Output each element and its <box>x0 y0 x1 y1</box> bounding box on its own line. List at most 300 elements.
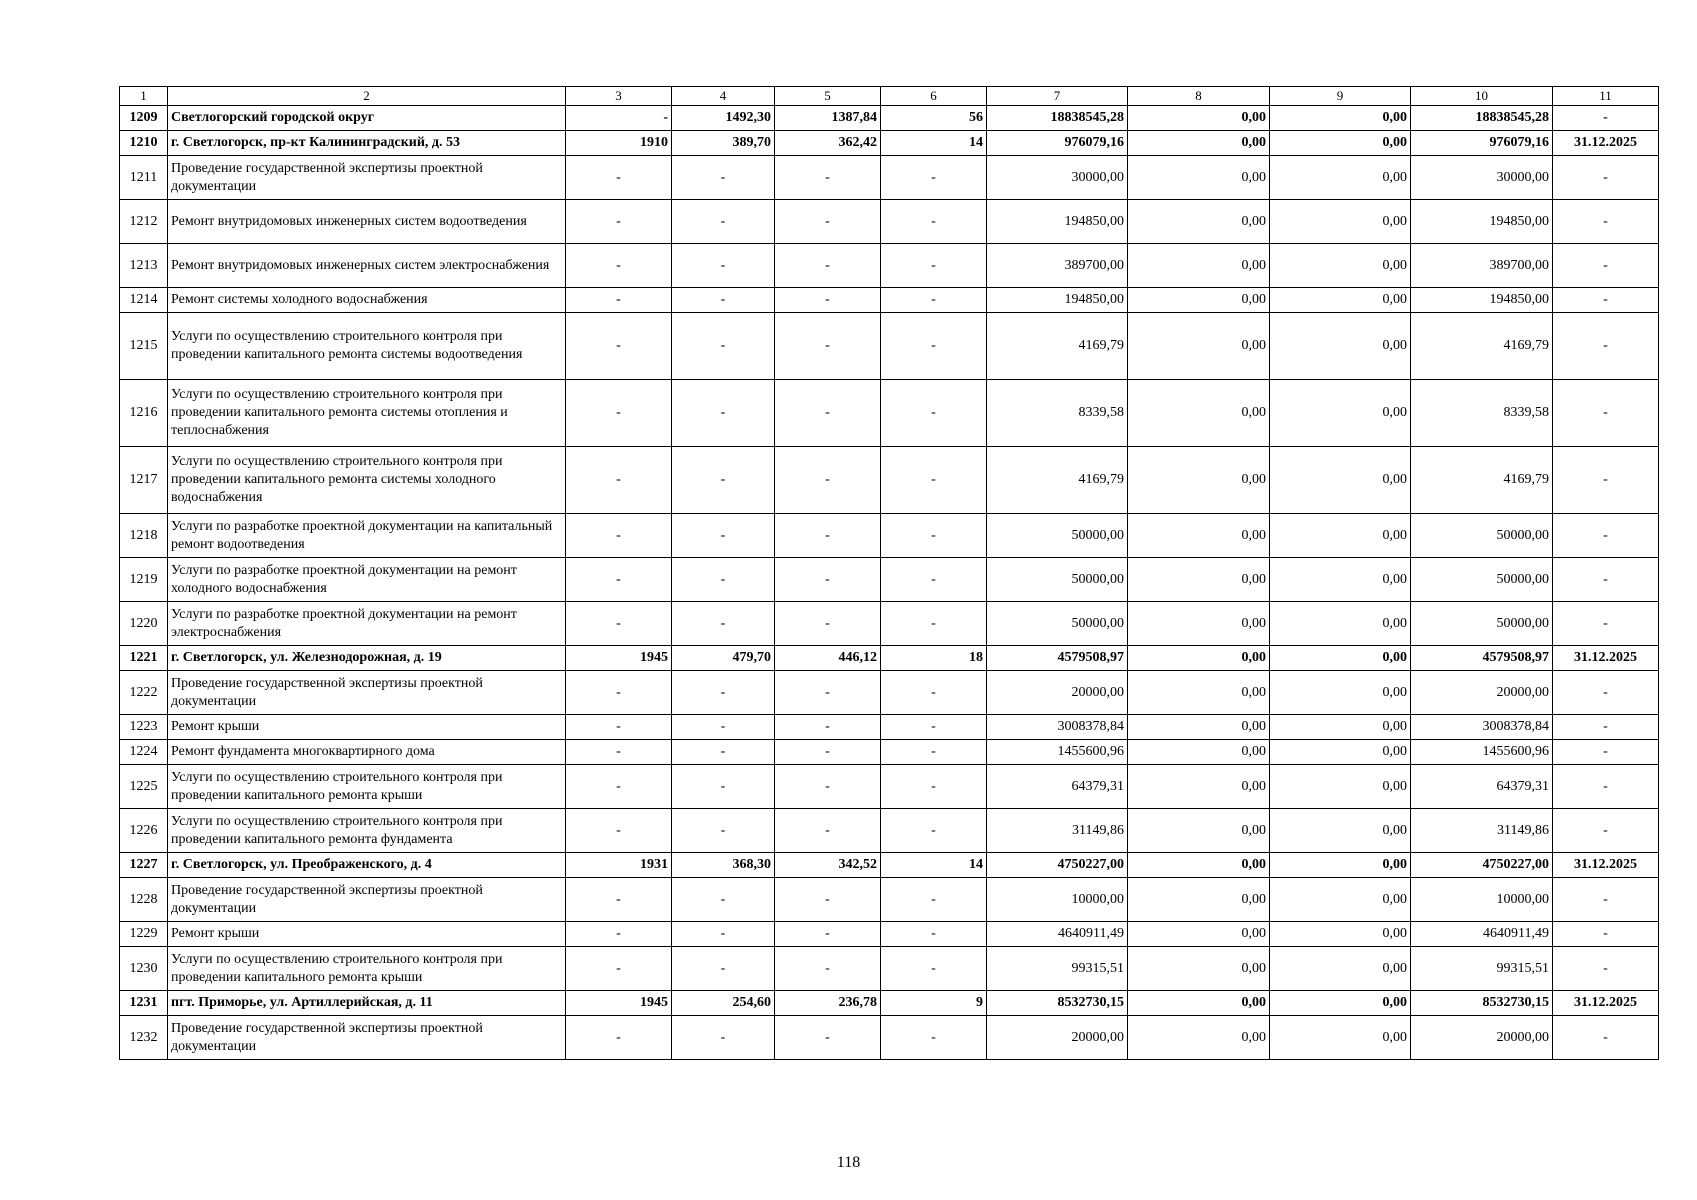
cell-deadline: - <box>1553 380 1659 447</box>
header-cell-year: 3 <box>566 87 672 106</box>
cell-cost-fund: 0,00 <box>1128 106 1270 131</box>
cell-name: Ремонт системы холодного водоснабжения <box>168 288 566 313</box>
cell-cost-total: 10000,00 <box>987 878 1128 922</box>
cell-cost-fund: 0,00 <box>1128 1016 1270 1060</box>
cell-deadline: - <box>1553 947 1659 991</box>
cell-area-total: - <box>672 878 775 922</box>
page-number: 118 <box>836 1154 861 1171</box>
cell-name: Светлогорский городской округ <box>168 106 566 131</box>
table-row-work <box>120 313 1659 380</box>
cell-deadline: - <box>1553 558 1659 602</box>
cell-year: - <box>566 671 672 715</box>
cell-area-total: - <box>672 380 775 447</box>
cell-cost-owners: 20000,00 <box>1411 1016 1553 1060</box>
cell-row-number: 1218 <box>120 514 168 558</box>
cell-area-living: - <box>775 671 881 715</box>
header-cell-name: 2 <box>168 87 566 106</box>
table-row-work <box>120 200 1659 244</box>
cell-year: - <box>566 878 672 922</box>
cell-area-total: - <box>672 156 775 200</box>
cell-cost-other: 0,00 <box>1270 715 1411 740</box>
cell-area-total: - <box>672 922 775 947</box>
cell-area-living: - <box>775 878 881 922</box>
cell-cost-total: 20000,00 <box>987 1016 1128 1060</box>
cell-area-total: - <box>672 947 775 991</box>
cell-area-total: - <box>672 740 775 765</box>
cell-residents: - <box>881 313 987 380</box>
cell-area-living: - <box>775 244 881 288</box>
cell-cost-owners: 194850,00 <box>1411 200 1553 244</box>
table-row-work <box>120 156 1659 200</box>
cell-cost-other: 0,00 <box>1270 646 1411 671</box>
cell-deadline: - <box>1553 1016 1659 1060</box>
cell-name: Проведение государственной экспертизы проектной документации <box>168 671 566 715</box>
cell-cost-fund: 0,00 <box>1128 922 1270 947</box>
cell-residents: - <box>881 447 987 514</box>
cell-deadline: - <box>1553 602 1659 646</box>
cell-row-number: 1226 <box>120 809 168 853</box>
cell-row-number: 1232 <box>120 1016 168 1060</box>
cell-row-number: 1209 <box>120 106 168 131</box>
cell-cost-fund: 0,00 <box>1128 288 1270 313</box>
cell-residents: - <box>881 156 987 200</box>
cell-cost-owners: 976079,16 <box>1411 131 1553 156</box>
cell-deadline: - <box>1553 765 1659 809</box>
cell-deadline: - <box>1553 200 1659 244</box>
table-row-work <box>120 947 1659 991</box>
table-row-address <box>120 131 1659 156</box>
cell-name: Проведение государственной экспертизы проектной документации <box>168 156 566 200</box>
cell-residents: - <box>881 922 987 947</box>
cell-cost-other: 0,00 <box>1270 922 1411 947</box>
cell-residents: - <box>881 1016 987 1060</box>
cell-year: - <box>566 514 672 558</box>
header-cell-cost-fund: 8 <box>1128 87 1270 106</box>
cell-name: Ремонт крыши <box>168 922 566 947</box>
table-row-work <box>120 514 1659 558</box>
cell-cost-total: 4169,79 <box>987 313 1128 380</box>
cell-cost-owners: 4750227,00 <box>1411 853 1553 878</box>
cell-cost-fund: 0,00 <box>1128 671 1270 715</box>
cell-cost-owners: 20000,00 <box>1411 671 1553 715</box>
cell-cost-fund: 0,00 <box>1128 602 1270 646</box>
cell-deadline: - <box>1553 288 1659 313</box>
table-row-work <box>120 740 1659 765</box>
cell-cost-fund: 0,00 <box>1128 809 1270 853</box>
table-row-address <box>120 853 1659 878</box>
table-row-work <box>120 765 1659 809</box>
cell-name: Ремонт фундамента многоквартирного дома <box>168 740 566 765</box>
cell-residents: 18 <box>881 646 987 671</box>
cell-row-number: 1231 <box>120 991 168 1016</box>
cell-cost-fund: 0,00 <box>1128 447 1270 514</box>
cell-area-living: - <box>775 558 881 602</box>
cell-name: Услуги по осуществлению строительного контроля при проведении капитального ремонта системы водоотведения <box>168 313 566 380</box>
cell-cost-other: 0,00 <box>1270 313 1411 380</box>
cell-row-number: 1228 <box>120 878 168 922</box>
cell-year: - <box>566 809 672 853</box>
table-row-work <box>120 558 1659 602</box>
cell-area-total: - <box>672 602 775 646</box>
cell-name: г. Светлогорск, пр-кт Калининградский, д. 53 <box>168 131 566 156</box>
cell-row-number: 1213 <box>120 244 168 288</box>
cell-cost-other: 0,00 <box>1270 380 1411 447</box>
cell-area-total: - <box>672 715 775 740</box>
cell-area-living: - <box>775 1016 881 1060</box>
cell-year: - <box>566 1016 672 1060</box>
cell-year: 1945 <box>566 646 672 671</box>
cell-name: Услуги по разработке проектной документации на ремонт электроснабжения <box>168 602 566 646</box>
cell-cost-owners: 3008378,84 <box>1411 715 1553 740</box>
cell-cost-total: 50000,00 <box>987 514 1128 558</box>
cell-area-living: - <box>775 313 881 380</box>
cell-cost-other: 0,00 <box>1270 809 1411 853</box>
cell-cost-owners: 8532730,15 <box>1411 991 1553 1016</box>
cell-residents: - <box>881 602 987 646</box>
cell-area-living: - <box>775 602 881 646</box>
cell-area-total: - <box>672 200 775 244</box>
cell-name: Ремонт внутридомовых инженерных систем электроснабжения <box>168 244 566 288</box>
cell-area-living: - <box>775 200 881 244</box>
cell-area-total: 389,70 <box>672 131 775 156</box>
cell-cost-total: 4750227,00 <box>987 853 1128 878</box>
cell-year: - <box>566 288 672 313</box>
cell-cost-owners: 4640911,49 <box>1411 922 1553 947</box>
cell-name: г. Светлогорск, ул. Преображенского, д. 4 <box>168 853 566 878</box>
cell-residents: 56 <box>881 106 987 131</box>
header-cell-row-number: 1 <box>120 87 168 106</box>
cell-cost-total: 99315,51 <box>987 947 1128 991</box>
cell-cost-fund: 0,00 <box>1128 131 1270 156</box>
cell-cost-other: 0,00 <box>1270 106 1411 131</box>
cell-cost-other: 0,00 <box>1270 1016 1411 1060</box>
cell-cost-owners: 50000,00 <box>1411 514 1553 558</box>
cell-deadline: - <box>1553 671 1659 715</box>
cell-area-living: - <box>775 514 881 558</box>
header-cell-cost-other: 9 <box>1270 87 1411 106</box>
cell-area-living: - <box>775 715 881 740</box>
table-row-work <box>120 447 1659 514</box>
cell-area-living: - <box>775 765 881 809</box>
cell-area-living: 362,42 <box>775 131 881 156</box>
cell-row-number: 1211 <box>120 156 168 200</box>
cell-residents: - <box>881 558 987 602</box>
cell-cost-fund: 0,00 <box>1128 200 1270 244</box>
cell-cost-total: 194850,00 <box>987 288 1128 313</box>
cell-deadline: - <box>1553 106 1659 131</box>
cell-area-total: 479,70 <box>672 646 775 671</box>
cell-row-number: 1224 <box>120 740 168 765</box>
cell-year: - <box>566 947 672 991</box>
cell-row-number: 1222 <box>120 671 168 715</box>
table-row-work <box>120 878 1659 922</box>
cell-row-number: 1227 <box>120 853 168 878</box>
table-row-work <box>120 1016 1659 1060</box>
cell-cost-total: 4579508,97 <box>987 646 1128 671</box>
cell-deadline: 31.12.2025 <box>1553 991 1659 1016</box>
cell-cost-owners: 50000,00 <box>1411 602 1553 646</box>
header-row <box>120 87 1659 106</box>
cell-residents: - <box>881 765 987 809</box>
cell-cost-fund: 0,00 <box>1128 646 1270 671</box>
cell-residents: - <box>881 380 987 447</box>
cell-cost-other: 0,00 <box>1270 671 1411 715</box>
cell-area-total: - <box>672 809 775 853</box>
cell-year: - <box>566 447 672 514</box>
cell-area-total: - <box>672 288 775 313</box>
cell-deadline: - <box>1553 878 1659 922</box>
cell-year: - <box>566 200 672 244</box>
cell-area-total: - <box>672 1016 775 1060</box>
cell-cost-fund: 0,00 <box>1128 313 1270 380</box>
cell-row-number: 1216 <box>120 380 168 447</box>
cell-cost-other: 0,00 <box>1270 558 1411 602</box>
cell-area-total: - <box>672 313 775 380</box>
cell-deadline: - <box>1553 447 1659 514</box>
cell-cost-other: 0,00 <box>1270 602 1411 646</box>
cell-name: Услуги по осуществлению строительного контроля при проведении капитального ремонта крыши <box>168 947 566 991</box>
cell-year: - <box>566 558 672 602</box>
table-row-work <box>120 809 1659 853</box>
cell-cost-fund: 0,00 <box>1128 380 1270 447</box>
header-cell-residents: 6 <box>881 87 987 106</box>
cell-cost-owners: 10000,00 <box>1411 878 1553 922</box>
cell-deadline: - <box>1553 740 1659 765</box>
cell-cost-total: 50000,00 <box>987 558 1128 602</box>
cell-cost-owners: 194850,00 <box>1411 288 1553 313</box>
cell-area-living: - <box>775 740 881 765</box>
cell-residents: 14 <box>881 131 987 156</box>
cell-residents: - <box>881 244 987 288</box>
cell-cost-other: 0,00 <box>1270 244 1411 288</box>
cell-name: Услуги по осуществлению строительного контроля при проведении капитального ремонта крыши <box>168 765 566 809</box>
cell-cost-total: 64379,31 <box>987 765 1128 809</box>
table-row-work <box>120 671 1659 715</box>
cell-name: Услуги по разработке проектной документации на капитальный ремонт водоотведения <box>168 514 566 558</box>
cell-deadline: - <box>1553 244 1659 288</box>
cell-cost-owners: 4169,79 <box>1411 313 1553 380</box>
cell-year: 1945 <box>566 991 672 1016</box>
cell-name: Услуги по осуществлению строительного контроля при проведении капитального ремонта системы холодного водоснабжения <box>168 447 566 514</box>
table-row-work <box>120 380 1659 447</box>
cell-cost-owners: 30000,00 <box>1411 156 1553 200</box>
cell-cost-total: 3008378,84 <box>987 715 1128 740</box>
cell-deadline: - <box>1553 313 1659 380</box>
cell-cost-total: 31149,86 <box>987 809 1128 853</box>
cell-name: г. Светлогорск, ул. Железнодорожная, д. 19 <box>168 646 566 671</box>
cell-area-total: - <box>672 671 775 715</box>
cell-cost-total: 4640911,49 <box>987 922 1128 947</box>
header-cell-cost-owners: 10 <box>1411 87 1553 106</box>
cell-residents: - <box>881 671 987 715</box>
cell-residents: - <box>881 200 987 244</box>
cell-cost-owners: 389700,00 <box>1411 244 1553 288</box>
cell-residents: - <box>881 878 987 922</box>
cell-name: Услуги по осуществлению строительного контроля при проведении капитального ремонта фундамента <box>168 809 566 853</box>
cell-residents: 9 <box>881 991 987 1016</box>
cell-cost-fund: 0,00 <box>1128 740 1270 765</box>
cell-row-number: 1221 <box>120 646 168 671</box>
cell-name: Услуги по осуществлению строительного контроля при проведении капитального ремонта системы отопления и теплоснабжения <box>168 380 566 447</box>
table-row-address <box>120 646 1659 671</box>
cell-year: - <box>566 602 672 646</box>
cell-year: - <box>566 765 672 809</box>
cell-area-living: - <box>775 288 881 313</box>
cell-name: Проведение государственной экспертизы проектной документации <box>168 878 566 922</box>
cell-area-total: 254,60 <box>672 991 775 1016</box>
table-row-work <box>120 288 1659 313</box>
cell-row-number: 1217 <box>120 447 168 514</box>
cell-deadline: - <box>1553 514 1659 558</box>
cell-cost-total: 194850,00 <box>987 200 1128 244</box>
cell-cost-fund: 0,00 <box>1128 878 1270 922</box>
cell-year: - <box>566 244 672 288</box>
cell-year: - <box>566 740 672 765</box>
cell-year: - <box>566 106 672 131</box>
cell-residents: - <box>881 288 987 313</box>
cell-cost-fund: 0,00 <box>1128 715 1270 740</box>
cell-cost-owners: 64379,31 <box>1411 765 1553 809</box>
cell-area-living: - <box>775 447 881 514</box>
cell-cost-total: 389700,00 <box>987 244 1128 288</box>
table-row-address <box>120 991 1659 1016</box>
cell-residents: - <box>881 740 987 765</box>
cell-residents: - <box>881 514 987 558</box>
cell-cost-fund: 0,00 <box>1128 558 1270 602</box>
cell-cost-fund: 0,00 <box>1128 156 1270 200</box>
cell-row-number: 1215 <box>120 313 168 380</box>
cell-area-living: 446,12 <box>775 646 881 671</box>
cell-deadline: 31.12.2025 <box>1553 646 1659 671</box>
table-row-work <box>120 715 1659 740</box>
capital-repair-table <box>119 86 1659 1060</box>
cell-cost-owners: 31149,86 <box>1411 809 1553 853</box>
cell-cost-total: 4169,79 <box>987 447 1128 514</box>
cell-cost-total: 976079,16 <box>987 131 1128 156</box>
cell-area-total: - <box>672 765 775 809</box>
cell-residents: - <box>881 947 987 991</box>
cell-cost-owners: 18838545,28 <box>1411 106 1553 131</box>
cell-cost-owners: 1455600,96 <box>1411 740 1553 765</box>
cell-cost-other: 0,00 <box>1270 947 1411 991</box>
cell-cost-other: 0,00 <box>1270 156 1411 200</box>
cell-name: Услуги по разработке проектной документации на ремонт холодного водоснабжения <box>168 558 566 602</box>
cell-cost-other: 0,00 <box>1270 853 1411 878</box>
cell-name: Ремонт крыши <box>168 715 566 740</box>
header-cell-area-living: 5 <box>775 87 881 106</box>
cell-name: Ремонт внутридомовых инженерных систем водоотведения <box>168 200 566 244</box>
cell-deadline: - <box>1553 715 1659 740</box>
cell-row-number: 1214 <box>120 288 168 313</box>
table-row-work <box>120 602 1659 646</box>
header-cell-cost-total: 7 <box>987 87 1128 106</box>
cell-year: - <box>566 715 672 740</box>
cell-cost-total: 1455600,96 <box>987 740 1128 765</box>
cell-year: - <box>566 922 672 947</box>
cell-cost-other: 0,00 <box>1270 447 1411 514</box>
cell-area-living: 342,52 <box>775 853 881 878</box>
header-cell-area-total: 4 <box>672 87 775 106</box>
cell-area-living: 236,78 <box>775 991 881 1016</box>
cell-name: Проведение государственной экспертизы проектной документации <box>168 1016 566 1060</box>
cell-year: 1910 <box>566 131 672 156</box>
cell-residents: - <box>881 715 987 740</box>
cell-cost-other: 0,00 <box>1270 740 1411 765</box>
table-body <box>120 87 1659 1060</box>
cell-area-total: - <box>672 447 775 514</box>
cell-year: 1931 <box>566 853 672 878</box>
cell-area-living: - <box>775 947 881 991</box>
cell-cost-total: 8339,58 <box>987 380 1128 447</box>
cell-cost-total: 30000,00 <box>987 156 1128 200</box>
cell-deadline: 31.12.2025 <box>1553 131 1659 156</box>
cell-area-total: - <box>672 514 775 558</box>
table-row-work <box>120 244 1659 288</box>
cell-area-living: - <box>775 809 881 853</box>
cell-cost-other: 0,00 <box>1270 200 1411 244</box>
cell-row-number: 1223 <box>120 715 168 740</box>
cell-cost-fund: 0,00 <box>1128 244 1270 288</box>
cell-row-number: 1219 <box>120 558 168 602</box>
cell-cost-owners: 8339,58 <box>1411 380 1553 447</box>
cell-row-number: 1225 <box>120 765 168 809</box>
cell-area-living: - <box>775 922 881 947</box>
cell-residents: - <box>881 809 987 853</box>
cell-row-number: 1229 <box>120 922 168 947</box>
cell-cost-total: 50000,00 <box>987 602 1128 646</box>
table-row-address <box>120 106 1659 131</box>
cell-cost-fund: 0,00 <box>1128 514 1270 558</box>
cell-deadline: - <box>1553 809 1659 853</box>
cell-cost-fund: 0,00 <box>1128 765 1270 809</box>
cell-cost-fund: 0,00 <box>1128 947 1270 991</box>
cell-row-number: 1210 <box>120 131 168 156</box>
cell-year: - <box>566 156 672 200</box>
header-cell-deadline: 11 <box>1553 87 1659 106</box>
cell-cost-total: 8532730,15 <box>987 991 1128 1016</box>
cell-cost-other: 0,00 <box>1270 514 1411 558</box>
cell-deadline: - <box>1553 922 1659 947</box>
cell-area-living: 1387,84 <box>775 106 881 131</box>
cell-cost-other: 0,00 <box>1270 991 1411 1016</box>
cell-area-living: - <box>775 156 881 200</box>
cell-cost-owners: 99315,51 <box>1411 947 1553 991</box>
cell-year: - <box>566 313 672 380</box>
cell-cost-other: 0,00 <box>1270 131 1411 156</box>
table-row-work <box>120 922 1659 947</box>
cell-area-living: - <box>775 380 881 447</box>
cell-area-total: - <box>672 244 775 288</box>
cell-area-total: - <box>672 558 775 602</box>
cell-row-number: 1212 <box>120 200 168 244</box>
cell-row-number: 1230 <box>120 947 168 991</box>
cell-cost-fund: 0,00 <box>1128 853 1270 878</box>
cell-deadline: - <box>1553 156 1659 200</box>
cell-cost-owners: 4579508,97 <box>1411 646 1553 671</box>
cell-cost-other: 0,00 <box>1270 878 1411 922</box>
cell-cost-other: 0,00 <box>1270 288 1411 313</box>
cell-cost-total: 18838545,28 <box>987 106 1128 131</box>
cell-cost-owners: 50000,00 <box>1411 558 1553 602</box>
cell-cost-owners: 4169,79 <box>1411 447 1553 514</box>
cell-cost-other: 0,00 <box>1270 765 1411 809</box>
cell-cost-fund: 0,00 <box>1128 991 1270 1016</box>
cell-residents: 14 <box>881 853 987 878</box>
cell-area-total: 1492,30 <box>672 106 775 131</box>
cell-year: - <box>566 380 672 447</box>
cell-name: пгт. Приморье, ул. Артиллерийская, д. 11 <box>168 991 566 1016</box>
cell-row-number: 1220 <box>120 602 168 646</box>
